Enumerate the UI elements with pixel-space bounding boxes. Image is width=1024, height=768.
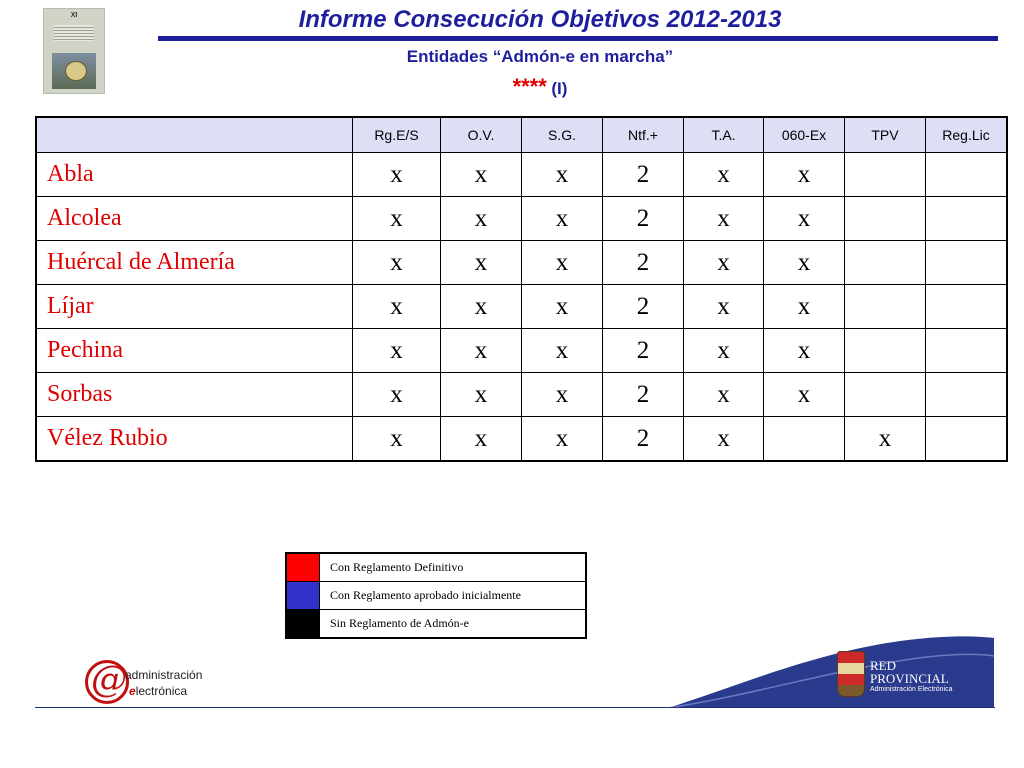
status-cell: 2 [603, 417, 684, 462]
page-subtitle: Entidades “Admón-e en marcha” [406, 47, 674, 66]
status-cell: x [353, 285, 441, 329]
status-cell: x [684, 417, 764, 462]
status-cell: 2 [603, 197, 684, 241]
column-header-ta: T.A. [684, 117, 764, 153]
status-cell: x [441, 417, 522, 462]
report-cover-thumbnail [43, 8, 105, 94]
entity-name-cell: Vélez Rubio [36, 417, 353, 462]
status-cell [764, 417, 845, 462]
status-cell: x [522, 197, 603, 241]
red-provincial-line1: RED [870, 658, 896, 673]
table-body [36, 153, 1007, 462]
status-cell: 2 [603, 329, 684, 373]
column-header-tpv: TPV [845, 117, 926, 153]
status-cell: x [441, 241, 522, 285]
logo-text-line1: administración [125, 668, 203, 682]
table-row [36, 329, 1007, 373]
at-glyph: @ [91, 659, 127, 700]
legend-swatch [286, 553, 320, 582]
legend-table [285, 552, 587, 639]
table-row [36, 417, 1007, 462]
entity-name-cell: Líjar [36, 285, 353, 329]
status-cell: x [441, 329, 522, 373]
status-cell: x [522, 329, 603, 373]
column-header-reg-lic: Reg.Lic [926, 117, 1008, 153]
thumbnail-emblem-icon [65, 61, 87, 81]
status-cell [926, 197, 1008, 241]
column-header-sg: S.G. [522, 117, 603, 153]
legend-label: Con Reglamento aprobado inicialmente [320, 582, 587, 610]
status-cell: 2 [603, 285, 684, 329]
stars-marker: **** [512, 74, 547, 99]
legend-row [286, 553, 586, 582]
status-cell: x [441, 197, 522, 241]
part-number: (I) [551, 79, 568, 98]
status-cell [845, 241, 926, 285]
status-cell: x [764, 241, 845, 285]
status-cell [845, 329, 926, 373]
status-cell: x [764, 285, 845, 329]
status-cell: x [522, 417, 603, 462]
status-cell [926, 241, 1008, 285]
entity-name-cell: Pechina [36, 329, 353, 373]
legend-label: Con Reglamento Definitivo [320, 553, 587, 582]
status-cell: x [353, 153, 441, 197]
status-cell [926, 285, 1008, 329]
legend-row [286, 610, 586, 639]
status-cell [845, 285, 926, 329]
status-cell: x [845, 417, 926, 462]
logo-text-rest: lectrónica [135, 684, 188, 698]
provincial-crest-icon [837, 651, 865, 697]
column-header-ov: O.V. [441, 117, 522, 153]
status-cell: x [353, 329, 441, 373]
status-cell: x [764, 373, 845, 417]
page-title: Informe Consecución Objetivos 2012-2013 [298, 6, 782, 33]
status-cell [926, 373, 1008, 417]
column-header-060-ex: 060-Ex [764, 117, 845, 153]
thumbnail-label: XI [70, 12, 78, 19]
status-cell: x [684, 373, 764, 417]
status-cell [845, 373, 926, 417]
column-header-entity [36, 117, 353, 153]
table-row [36, 153, 1007, 197]
entity-name-cell: Sorbas [36, 373, 353, 417]
table-header-row [36, 117, 1007, 153]
status-cell: x [441, 373, 522, 417]
status-cell: x [764, 329, 845, 373]
status-cell: x [441, 153, 522, 197]
status-cell [845, 197, 926, 241]
status-cell: x [684, 197, 764, 241]
objectives-table [35, 116, 1008, 462]
status-cell [845, 153, 926, 197]
entity-name-cell: Alcolea [36, 197, 353, 241]
status-cell: x [353, 417, 441, 462]
status-cell: x [522, 285, 603, 329]
legend-swatch [286, 610, 320, 639]
red-provincial-line3: Administración Electrónica [870, 686, 953, 693]
logo-text-line2 [129, 684, 187, 698]
status-cell: x [764, 153, 845, 197]
table-row [36, 197, 1007, 241]
title-underline [158, 36, 998, 41]
status-cell: x [522, 153, 603, 197]
status-cell: x [522, 373, 603, 417]
status-cell: x [353, 197, 441, 241]
status-cell: x [684, 241, 764, 285]
table-row [36, 373, 1007, 417]
status-cell: x [353, 241, 441, 285]
logo-accent-letter: e [129, 684, 136, 698]
column-header-rg-es: Rg.E/S [353, 117, 441, 153]
section-marker [300, 74, 780, 100]
red-provincial-line2: PROVINCIAL [870, 671, 949, 686]
status-cell: x [684, 153, 764, 197]
status-cell [926, 153, 1008, 197]
footer-swoosh-graphic [668, 626, 994, 708]
status-cell: x [441, 285, 522, 329]
administracion-electronica-logo [85, 660, 225, 705]
table-row [36, 285, 1007, 329]
status-cell: 2 [603, 153, 684, 197]
status-cell: x [353, 373, 441, 417]
status-cell: 2 [603, 241, 684, 285]
table-row [36, 241, 1007, 285]
entity-name-cell: Abla [36, 153, 353, 197]
status-cell: x [684, 329, 764, 373]
status-cell [926, 329, 1008, 373]
legend-swatch [286, 582, 320, 610]
entity-name-cell: Huércal de Almería [36, 241, 353, 285]
thumbnail-text-lines [54, 25, 94, 41]
status-cell: x [764, 197, 845, 241]
legend-label: Sin Reglamento de Admón-e [320, 610, 587, 639]
footer-rule [35, 707, 995, 708]
column-header-ntf: Ntf.+ [603, 117, 684, 153]
status-cell [926, 417, 1008, 462]
legend-row [286, 582, 586, 610]
status-cell: x [684, 285, 764, 329]
status-cell: x [522, 241, 603, 285]
status-cell: 2 [603, 373, 684, 417]
